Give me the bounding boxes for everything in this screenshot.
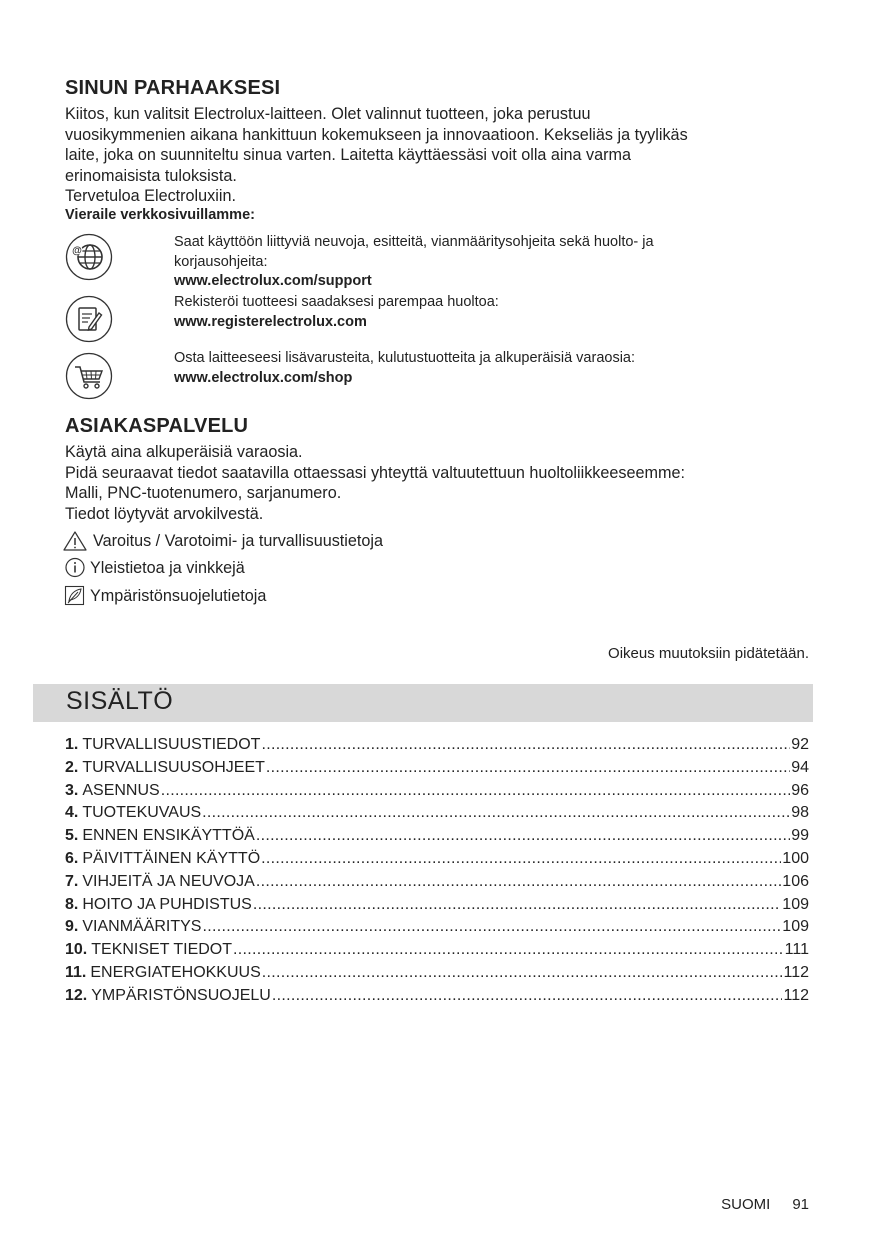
toc-num: 2. [65,758,79,776]
service-line: Käytä aina alkuperäisiä varaosia. [65,443,303,461]
intro-line: Tervetuloa Electroluxiin. [65,187,236,206]
legend-label: Varoitus / Varotoimi- ja turvallisuustietoja [93,532,383,550]
legend-label: Ympäristönsuojelutietoja [90,587,267,605]
toc-header-band [33,684,813,722]
toc-label: ENNEN ENSIKÄYTTÖÄ [82,827,255,845]
intro-paragraph [65,104,825,207]
toc-page: 109 [782,895,809,913]
toc-label: TURVALLISUUSOHJEET [82,758,265,776]
toc-item[interactable] [65,780,809,803]
support-url-link[interactable]: www.electrolux.com/support [174,273,372,289]
toc-num: 5. [65,827,79,845]
toc-leader [233,939,784,962]
toc-page: 96 [791,781,809,799]
toc-num: 1. [65,736,79,753]
toc-item[interactable] [65,939,809,962]
intro-line: erinomaisista tuloksista. [65,166,237,185]
toc-item[interactable] [65,894,809,917]
toc-page: 92 [791,736,809,753]
toc-leader [256,871,781,894]
rights-note: Oikeus muutoksiin pidätetään. [608,645,809,662]
intro-line: laite, joka on suunniteltu sinua varten. Laitetta käyttäessäsi voit olla aina varma [65,146,631,165]
toc-leader [262,962,783,985]
toc-leader [256,825,790,848]
toc-page: 109 [782,918,809,936]
globe-at-icon [65,233,113,281]
toc-item[interactable] [65,757,809,780]
toc-page: 98 [791,804,809,822]
service-line: Pidä seuraavat tiedot saatavilla ottaessasi yhteyttä valtuutettuun huoltoliikkeeseemme: [65,463,685,482]
toc-num: 4. [65,804,79,822]
toc-num: 3. [65,781,79,799]
page-footer [721,1196,809,1213]
web-link-shop [65,349,825,405]
toc-leader [261,848,781,871]
web-link-text [174,349,794,388]
toc-page: 112 [783,963,809,981]
service-title: ASIAKASPALVELU [65,415,249,437]
toc-leader [266,757,790,780]
toc-title: SISÄLTÖ [66,687,174,715]
toc-num: 11. [65,963,87,981]
toc-item[interactable] [65,962,809,985]
svg-text:@: @ [72,245,82,257]
toc-label: PÄIVITTÄINEN KÄYTTÖ [82,849,261,867]
footer-language: SUOMI [721,1196,771,1213]
toc-leader [202,802,790,825]
web-link-desc: Saat käyttöön liittyviä neuvoja, esitteitä, vianmääritysohjeita sekä huolto- ja [174,234,654,250]
toc-page: 100 [782,849,809,867]
environment-leaf-icon [63,585,89,607]
toc-leader [261,734,790,757]
toc-leader [202,916,781,939]
toc-item[interactable] [65,985,809,1008]
web-link-register [65,293,825,349]
toc-leader [253,894,781,917]
toc-label: TEKNISET TIEDOT [91,941,233,959]
toc-label: VIHJEITÄ JA NEUVOJA [82,872,255,890]
toc-leader [161,780,791,803]
toc-page: 111 [784,941,809,959]
toc-num: 9. [65,918,79,936]
toc-label: ENERGIATEHOKKUUS [90,963,261,981]
toc-label: TUOTEKUVAUS [82,804,202,822]
web-link-text [174,233,794,292]
intro-line: vuosikymmenien aikana hankittuun kokemukseen ja innovaatioon. Kekseliäs ja tyylikäs [65,125,688,144]
toc-label: YMPÄRISTÖNSUOJELU [91,986,271,1004]
web-link-desc: Rekisteröi tuotteesi saadaksesi parempaa huoltoa: [174,294,499,310]
legend-label: Yleistietoa ja vinkkejä [90,559,245,577]
toc-num: 10. [65,941,88,959]
toc-item[interactable] [65,825,809,848]
service-line: Tiedot löytyvät arvokilvestä. [65,504,264,523]
toc-page: 94 [791,758,809,776]
toc-page: 112 [783,986,809,1004]
service-line: Malli, PNC-tuotenumero, sarjanumero. [65,484,342,503]
toc-item[interactable] [65,802,809,825]
toc-label: VIANMÄÄRITYS [82,918,202,936]
toc-leader [272,985,783,1008]
toc-item[interactable] [65,734,809,757]
footer-page-number: 91 [792,1196,809,1213]
table-of-contents [65,734,809,1008]
toc-num: 8. [65,895,79,913]
toc-item[interactable] [65,871,809,894]
toc-label: ASENNUS [82,781,160,799]
toc-label: TURVALLISUUSTIEDOT [82,736,261,753]
toc-num: 6. [65,849,79,867]
visit-label: Vieraile verkkosivuillamme: [65,207,255,223]
shop-url-link[interactable]: www.electrolux.com/shop [174,369,353,386]
web-link-support [65,233,825,289]
toc-page: 99 [791,827,809,845]
toc-label: HOITO JA PUHDISTUS [82,895,252,913]
web-link-desc: Osta laitteeseesi lisävarusteita, kulutustuotteita ja alkuperäisiä varaosia: [174,350,636,366]
intro-title: SINUN PARHAAKSESI [65,77,281,99]
toc-page: 106 [782,872,809,890]
toc-item[interactable] [65,848,809,871]
warning-triangle-icon [63,530,89,552]
info-icon [63,557,89,579]
toc-item[interactable] [65,916,809,939]
shopping-cart-icon [65,352,113,400]
web-link-text [174,293,794,332]
intro-line: Kiitos, kun valitsit Electrolux-laitteen. Olet valinnut tuotteen, joka perustuu [65,105,591,123]
service-paragraph [65,442,825,524]
toc-num: 7. [65,872,79,890]
register-url-link[interactable]: www.registerelectrolux.com [174,313,367,330]
web-link-desc: korjausohjeita: [174,253,268,270]
toc-num: 12. [65,986,88,1004]
register-notepad-icon [65,295,113,343]
